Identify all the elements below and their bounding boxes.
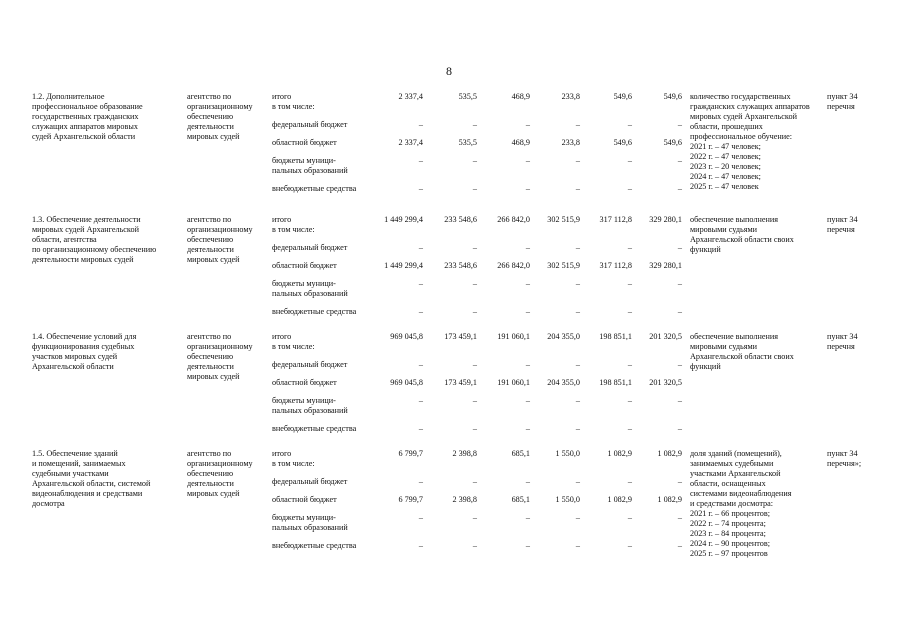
funding-source-label: пальных образований	[272, 289, 348, 298]
executor-line: организационному	[187, 225, 253, 234]
expected-result-line: мировыми судьями	[690, 342, 758, 351]
reference-line: перечня	[827, 342, 855, 351]
funding-source-label: пальных образований	[272, 523, 348, 532]
funding-value: 191 060,1	[497, 378, 530, 387]
funding-value: –	[472, 541, 477, 550]
expected-result-line: функций	[690, 362, 721, 371]
funding-value: –	[575, 184, 580, 193]
funding-source-label: бюджеты муници-	[272, 279, 336, 288]
funding-value: 198 851,1	[599, 332, 632, 341]
funding-value: 317 112,8	[599, 261, 632, 270]
funding-value: 685,1	[511, 495, 530, 504]
page-number: 8	[446, 64, 452, 78]
funding-value: –	[575, 541, 580, 550]
funding-source-label: бюджеты муници-	[272, 156, 336, 165]
executor-line: агентство по	[187, 449, 232, 458]
funding-value: 266 842,0	[497, 215, 530, 224]
reference-line: пункт 34	[827, 215, 858, 224]
funding-value: 549,6	[613, 138, 632, 147]
executor-line: обеспечению	[187, 112, 234, 121]
funding-value: 1 449 299,4	[384, 215, 423, 224]
funding-value: –	[627, 424, 632, 433]
funding-value: 1 082,9	[657, 495, 682, 504]
funding-value: 2 337,4	[398, 92, 423, 101]
expected-result-line: 2022 г. – 74 процента;	[690, 519, 766, 528]
expected-result-line: гражданских служащих аппаратов	[690, 102, 810, 111]
funding-value: –	[418, 307, 423, 316]
executor-line: мировых судей	[187, 372, 240, 381]
funding-source-label: в том числе:	[272, 225, 315, 234]
funding-value: 1 082,9	[607, 495, 632, 504]
funding-source-label: пальных образований	[272, 406, 348, 415]
funding-value: –	[575, 243, 580, 252]
measure-name-line: 1.5. Обеспечение зданий	[32, 449, 118, 458]
measure-name-line: судебными участками	[32, 469, 109, 478]
expected-result-line: 2021 г. – 47 человек;	[690, 142, 761, 151]
funding-value: –	[677, 396, 682, 405]
funding-value: 2 398,8	[452, 449, 477, 458]
funding-value: –	[525, 541, 530, 550]
funding-source-label: федеральный бюджет	[272, 120, 348, 129]
executor-line: деятельности	[187, 245, 234, 254]
funding-value: –	[575, 120, 580, 129]
expected-result-line: обеспечение выполнения	[690, 215, 778, 224]
funding-value: –	[677, 424, 682, 433]
funding-value: –	[525, 279, 530, 288]
funding-value: 204 355,0	[547, 378, 580, 387]
funding-value: –	[472, 477, 477, 486]
funding-source-label: областной бюджет	[272, 495, 337, 504]
funding-source-label: в том числе:	[272, 342, 315, 351]
executor-line: обеспечению	[187, 469, 234, 478]
funding-value: 201 320,5	[649, 332, 682, 341]
funding-source-label: бюджеты муници-	[272, 513, 336, 522]
executor-line: мировых судей	[187, 489, 240, 498]
funding-source-label: федеральный бюджет	[272, 243, 348, 252]
expected-result-line: и средствами досмотра:	[690, 499, 774, 508]
funding-value: 1 550,0	[555, 449, 580, 458]
funding-value: 549,6	[663, 92, 682, 101]
reference-line: перечня	[827, 102, 855, 111]
measure-name-line: Архангельской области, системой	[32, 479, 151, 488]
funding-value: 535,5	[458, 138, 477, 147]
funding-value: –	[418, 477, 423, 486]
funding-source-label: внебюджетные средства	[272, 541, 357, 550]
funding-value: –	[418, 156, 423, 165]
funding-source-label: пальных образований	[272, 166, 348, 175]
measure-name-line: 1.4. Обеспечение условий для	[32, 332, 137, 341]
funding-value: –	[525, 477, 530, 486]
funding-source-label: итого	[272, 92, 292, 101]
funding-value: 969 045,8	[390, 332, 423, 341]
funding-value: 191 060,1	[497, 332, 530, 341]
measure-name-line: Архангельской области	[32, 362, 114, 371]
funding-value: –	[627, 477, 632, 486]
funding-value: –	[575, 156, 580, 165]
funding-value: –	[677, 307, 682, 316]
funding-value: –	[525, 120, 530, 129]
funding-value: 6 799,7	[398, 449, 423, 458]
measure-name-line: и помещений, занимаемых	[32, 459, 126, 468]
funding-value: –	[472, 243, 477, 252]
expected-result-line: 2021 г. – 66 процентов;	[690, 509, 770, 518]
funding-value: –	[677, 156, 682, 165]
funding-value: –	[575, 477, 580, 486]
funding-value: –	[418, 360, 423, 369]
funding-value: 6 799,7	[398, 495, 423, 504]
expected-result-line: обеспечение выполнения	[690, 332, 778, 341]
executor-line: деятельности	[187, 362, 234, 371]
funding-value: –	[418, 184, 423, 193]
funding-value: 201 320,5	[649, 378, 682, 387]
funding-value: 535,5	[458, 92, 477, 101]
executor-line: агентство по	[187, 92, 232, 101]
funding-value: –	[627, 307, 632, 316]
funding-source-label: внебюджетные средства	[272, 307, 357, 316]
funding-value: –	[575, 424, 580, 433]
funding-value: –	[418, 120, 423, 129]
funding-value: –	[627, 513, 632, 522]
funding-source-label: областной бюджет	[272, 261, 337, 270]
measure-name-line: видеонаблюдения и средствами	[32, 489, 143, 498]
executor-line: агентство по	[187, 332, 232, 341]
funding-source-label: итого	[272, 332, 292, 341]
funding-source-label: бюджеты муници-	[272, 396, 336, 405]
measure-name-line: участков мировых судей	[32, 352, 118, 361]
funding-value: 1 550,0	[555, 495, 580, 504]
funding-value: 266 842,0	[497, 261, 530, 270]
funding-source-label: внебюджетные средства	[272, 184, 357, 193]
expected-result-line: доля зданий (помещений),	[690, 449, 782, 458]
funding-value: 233,8	[561, 138, 580, 147]
expected-result-line: мировых судей Архангельской	[690, 112, 797, 121]
funding-value: 173 459,1	[444, 378, 477, 387]
expected-result-line: Архангельской области своих	[690, 352, 794, 361]
funding-value: –	[525, 424, 530, 433]
expected-result-line: 2024 г. – 90 процентов;	[690, 539, 770, 548]
measure-name-line: 1.2. Дополнительное	[32, 92, 105, 101]
funding-value: –	[677, 513, 682, 522]
measure-name-line: государственных гражданских	[32, 112, 139, 121]
measure-name-line: области, агентства	[32, 235, 97, 244]
expected-result-line: профессиональное обучение:	[690, 132, 793, 141]
expected-result-line: области, оснащенных	[690, 479, 766, 488]
executor-line: организационному	[187, 102, 253, 111]
funding-value: 1 449 299,4	[384, 261, 423, 270]
funding-value: –	[677, 279, 682, 288]
funding-value: –	[472, 184, 477, 193]
funding-value: –	[575, 360, 580, 369]
funding-value: –	[525, 396, 530, 405]
funding-value: –	[627, 243, 632, 252]
funding-value: 685,1	[511, 449, 530, 458]
funding-source-label: в том числе:	[272, 102, 315, 111]
funding-value: –	[418, 424, 423, 433]
executor-line: мировых судей	[187, 132, 240, 141]
funding-value: –	[472, 279, 477, 288]
expected-result-line: 2023 г. – 84 процента;	[690, 529, 766, 538]
funding-value: –	[472, 360, 477, 369]
funding-source-label: областной бюджет	[272, 138, 337, 147]
funding-value: –	[418, 243, 423, 252]
expected-result-line: количество государственных	[690, 92, 791, 101]
funding-value: 468,9	[511, 138, 530, 147]
reference-line: пункт 34	[827, 92, 858, 101]
funding-value: –	[627, 156, 632, 165]
funding-value: –	[472, 513, 477, 522]
expected-result-line: 2024 г. – 47 человек;	[690, 172, 761, 181]
funding-value: –	[525, 307, 530, 316]
funding-value: –	[472, 424, 477, 433]
funding-source-label: итого	[272, 449, 292, 458]
expected-result-line: мировыми судьями	[690, 225, 758, 234]
expected-result-line: занимаемых судебными	[690, 459, 774, 468]
funding-value: 549,6	[613, 92, 632, 101]
reference-line: перечня»;	[827, 459, 862, 468]
measure-name-line: служащих аппаратов мировых	[32, 122, 138, 131]
funding-value: 468,9	[511, 92, 530, 101]
funding-value: –	[472, 307, 477, 316]
funding-value: –	[472, 396, 477, 405]
funding-value: 1 082,9	[657, 449, 682, 458]
measure-name-line: 1.3. Обеспечение деятельности	[32, 215, 141, 224]
funding-value: –	[418, 541, 423, 550]
expected-result-line: функций	[690, 245, 721, 254]
executor-line: деятельности	[187, 122, 234, 131]
executor-line: деятельности	[187, 479, 234, 488]
funding-value: –	[575, 513, 580, 522]
expected-result-line: 2025 г. – 47 человек	[690, 182, 759, 191]
funding-value: –	[627, 360, 632, 369]
funding-value: –	[472, 156, 477, 165]
funding-value: –	[418, 513, 423, 522]
measure-name-line: мировых судей Архангельской	[32, 225, 139, 234]
funding-value: –	[677, 184, 682, 193]
funding-source-label: областной бюджет	[272, 378, 337, 387]
funding-value: –	[677, 477, 682, 486]
funding-value: –	[525, 513, 530, 522]
funding-value: –	[627, 396, 632, 405]
executor-line: агентство по	[187, 215, 232, 224]
funding-value: –	[418, 279, 423, 288]
funding-value: –	[575, 307, 580, 316]
funding-source-label: федеральный бюджет	[272, 360, 348, 369]
funding-value: –	[627, 279, 632, 288]
funding-value: –	[575, 396, 580, 405]
expected-result-line: участками Архангельской	[690, 469, 781, 478]
expected-result-line: области, прошедших	[690, 122, 763, 131]
expected-result-line: 2023 г. – 20 человек;	[690, 162, 761, 171]
funding-value: –	[627, 120, 632, 129]
funding-value: –	[575, 279, 580, 288]
funding-value: 1 082,9	[607, 449, 632, 458]
funding-value: –	[418, 396, 423, 405]
funding-value: –	[525, 360, 530, 369]
reference-line: пункт 34	[827, 332, 858, 341]
expected-result-line: Архангельской области своих	[690, 235, 794, 244]
funding-source-label: внебюджетные средства	[272, 424, 357, 433]
funding-value: 173 459,1	[444, 332, 477, 341]
measure-name-line: судей Архангельской области	[32, 132, 136, 141]
funding-value: –	[677, 243, 682, 252]
executor-line: организационному	[187, 459, 253, 468]
expected-result-line: 2025 г. – 97 процентов	[690, 549, 768, 558]
funding-value: 549,6	[663, 138, 682, 147]
funding-value: 969 045,8	[390, 378, 423, 387]
funding-value: 233,8	[561, 92, 580, 101]
funding-value: 329 280,1	[649, 261, 682, 270]
funding-value: –	[525, 156, 530, 165]
funding-value: 302 515,9	[547, 215, 580, 224]
funding-value: –	[627, 184, 632, 193]
funding-value: 204 355,0	[547, 332, 580, 341]
reference-line: пункт 34	[827, 449, 858, 458]
funding-value: 2 337,4	[398, 138, 423, 147]
funding-value: –	[677, 360, 682, 369]
measure-name-line: досмотра	[32, 499, 65, 508]
funding-source-label: итого	[272, 215, 292, 224]
funding-value: –	[472, 120, 477, 129]
funding-value: –	[677, 120, 682, 129]
measure-name-line: профессиональное образование	[32, 102, 143, 111]
funding-value: 233 548,6	[444, 261, 477, 270]
measure-name-line: по организационному обеспечению	[32, 245, 157, 254]
funding-value: –	[627, 541, 632, 550]
measure-name-line: деятельности мировых судей	[32, 255, 134, 264]
executor-line: обеспечению	[187, 235, 234, 244]
funding-value: 233 548,6	[444, 215, 477, 224]
expected-result-line: системами видеонаблюдения	[690, 489, 792, 498]
funding-value: 198 851,1	[599, 378, 632, 387]
expected-result-line: 2022 г. – 47 человек;	[690, 152, 761, 161]
funding-value: 302 515,9	[547, 261, 580, 270]
funding-value: –	[677, 541, 682, 550]
funding-value: 2 398,8	[452, 495, 477, 504]
funding-value: –	[525, 243, 530, 252]
measure-name-line: функционирования судебных	[32, 342, 135, 351]
funding-value: 317 112,8	[599, 215, 632, 224]
funding-value: 329 280,1	[649, 215, 682, 224]
executor-line: мировых судей	[187, 255, 240, 264]
funding-value: –	[525, 184, 530, 193]
reference-line: перечня	[827, 225, 855, 234]
executor-line: обеспечению	[187, 352, 234, 361]
executor-line: организационному	[187, 342, 253, 351]
funding-source-label: в том числе:	[272, 459, 315, 468]
funding-source-label: федеральный бюджет	[272, 477, 348, 486]
